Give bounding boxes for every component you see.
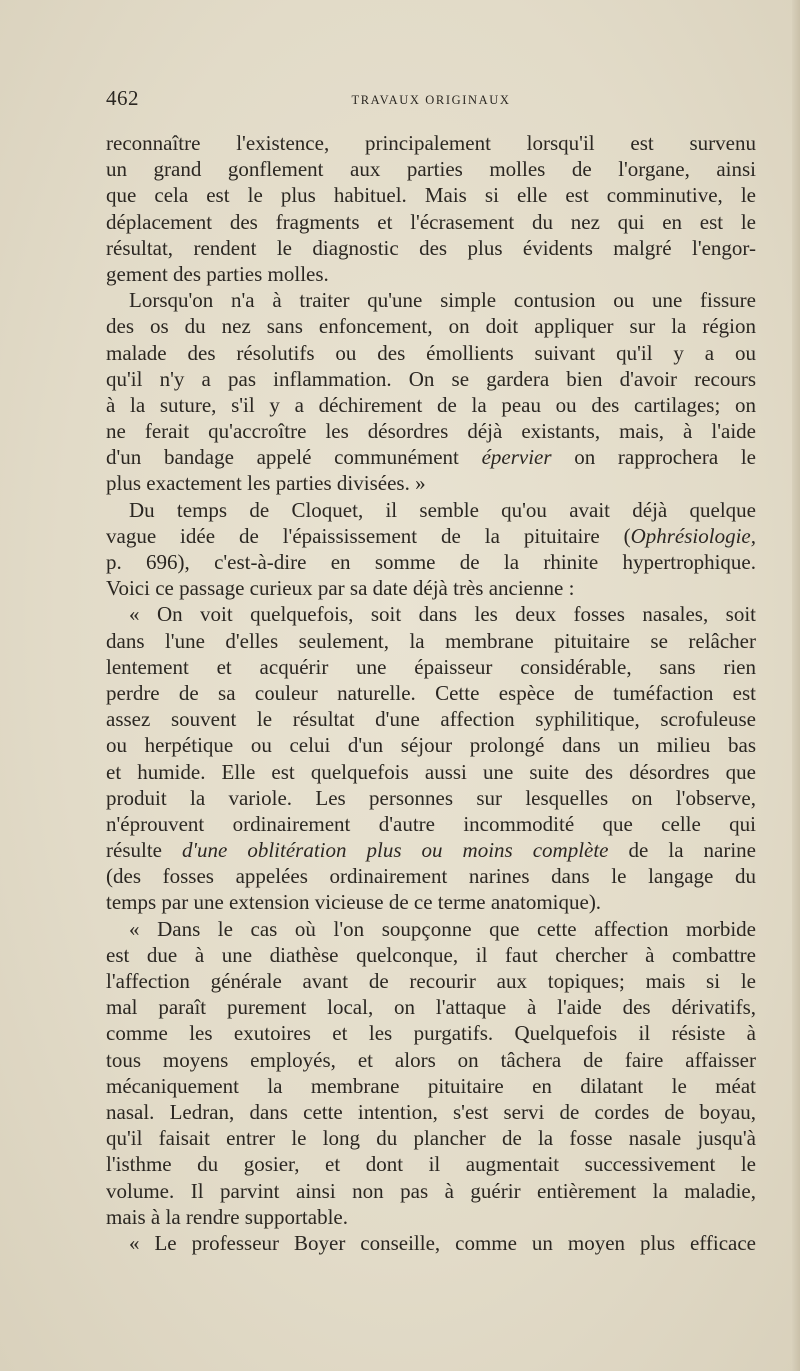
text-line [106,706,756,732]
text-line [106,366,756,392]
text-segment: n'éprouvent ordinairement d'autre incommodité que celle qui [106,811,756,836]
text-segment: malade des résolutifs ou des émollients suivant qu'il y a ou [106,340,756,365]
text-segment: produit la variole. Les personnes sur lesquelles on l'observe, [106,785,756,810]
text-segment: des os du nez sans enfoncement, on doit appliquer sur la région [106,314,756,339]
text-line [106,732,756,758]
text-segment: reconnaître l'existence, principalement lorsqu'il est survenu [106,131,756,155]
text-segment: lentement et acquérir une épaisseur considérable, sans rien [106,654,756,679]
text-segment: ou herpétique ou celui d'un séjour prolongé dans un milieu bas [106,733,756,758]
text-line [106,1020,756,1046]
text-line [106,785,756,811]
text-line [106,889,756,915]
text-segment: vague idée de l'épaississement de la pituitaire ( [106,523,631,548]
text-line [106,916,756,942]
text-segment: qu'il faisait entrer le long du plancher de la fosse nasale jusqu'à [106,1126,756,1151]
text-segment: un grand gonflement aux parties molles de l'organe, ainsi [106,157,756,182]
text-line [106,811,756,837]
body-text [106,130,756,1256]
text-segment: résultat, rendent le diagnostic des plus évidents malgré l'engor- [106,235,756,260]
text-segment: perdre de sa couleur naturelle. Cette espèce de tuméfaction est [106,680,756,705]
text-line [106,863,756,889]
text-line [106,837,756,863]
text-line [106,261,756,287]
text-line [106,994,756,1020]
text-segment: que cela est le plus habituel. Mais si elle est comminutive, le [106,183,756,208]
text-segment: assez souvent le résultat d'une affection syphilitique, scrofuleuse [106,707,756,732]
text-line [106,575,756,601]
text-line [106,392,756,418]
text-line [106,156,756,182]
text-segment: « Dans le cas où l'on soupçonne que cette affection morbide [129,916,756,941]
text-segment: on rapprochera le [551,445,757,470]
text-line [106,130,756,156]
text-line [106,340,756,366]
text-segment: « On voit quelquefois, soit dans les deux fosses nasales, soit [129,602,756,627]
text-line [106,1125,756,1151]
text-segment: temps par une extension vicieuse de ce terme anatomique). [106,890,602,915]
text-segment: l'affection générale avant de recourir aux topiques; mais si le [106,969,756,993]
text-line [106,549,756,575]
text-segment: dans l'une d'elles seulement, la membrane pituitaire se relâcher [106,628,756,653]
text-line [106,601,756,627]
text-line [106,968,756,994]
text-segment: Du temps de Cloquet, il semble qu'ou avait déjà quelque [129,497,756,522]
italic-text: d'une oblitération plus ou moins complète [182,838,609,863]
text-segment: ne ferait qu'accroître les désordres déjà existants, mais, à l'aide [106,419,756,444]
text-segment: résulte [106,838,182,863]
text-segment: à la suture, s'il y a déchirement de la peau ou des cartilages; on [106,392,756,417]
text-line [106,444,756,470]
text-line [106,1047,756,1073]
text-segment: p. 696), c'est-à-dire en somme de la rhinite hypertrophique. [106,550,756,574]
text-segment: d'un bandage appelé communément [106,445,482,470]
text-line [106,942,756,968]
text-segment: mal paraît purement local, on l'attaque à l'aide des dérivatifs, [106,995,756,1020]
text-line [106,654,756,680]
text-line [106,1099,756,1125]
text-segment: volume. Il parvint ainsi non pas à guérir entièrement la maladie, [106,1178,756,1203]
text-segment: comme les exutoires et les purgatifs. Quelquefois il résiste à [106,1021,756,1046]
italic-text: épervier [481,445,552,470]
text-line [106,1151,756,1177]
text-line [106,1204,756,1230]
page-edge-shadow [792,0,800,1371]
text-segment: et humide. Elle est quelquefois aussi une suite des désordres que [106,759,756,784]
text-segment: Voici ce passage curieux par sa date déjà très ancienne : [106,576,575,601]
text-line [106,523,756,549]
text-segment: qu'il n'y a pas inflammation. On se gardera bien d'avoir recours [106,366,756,391]
text-line [106,497,756,523]
text-segment: gement des parties molles. [106,261,329,286]
text-segment: mécaniquement la membrane pituitaire en dilatant le méat [106,1073,756,1098]
text-line [106,1073,756,1099]
text-line [106,759,756,785]
text-segment: déplacement des fragments et l'écrasement du nez qui en est le [106,209,756,234]
text-segment: plus exactement les parties divisées. » [106,471,426,496]
text-line [106,182,756,208]
text-segment: de la narine [608,838,756,863]
text-line [106,209,756,235]
running-head: TRAVAUX ORIGINAUX [351,93,511,107]
text-segment: l'isthme du gosier, et dont il augmentait successivement le [106,1152,756,1177]
text-segment: est due à une diathèse quelconque, il faut chercher à combattre [106,942,756,967]
text-segment: mais à la rendre supportable. [106,1204,348,1229]
text-segment: « Le professeur Boyer conseille, comme un moyen plus efficace [129,1230,756,1255]
text-segment: nasal. Ledran, dans cette intention, s'est servi de cordes de boyau, [106,1099,756,1124]
text-line [106,680,756,706]
text-line [106,287,756,313]
italic-text: Ophrésiologie, [630,523,756,548]
text-line [106,1178,756,1204]
text-segment: tous moyens employés, et alors on tâchera de faire affaisser [106,1047,756,1072]
text-line [106,470,756,496]
text-segment: Lorsqu'on n'a à traiter qu'une simple contusion ou une fissure [129,288,756,313]
text-line [106,418,756,444]
text-line [106,235,756,261]
page-header [106,86,756,116]
text-line [106,1230,756,1256]
text-line [106,313,756,339]
text-line [106,628,756,654]
text-segment: (des fosses appelées ordinairement narines dans le langage du [106,864,756,889]
page-number: 462 [106,86,139,110]
